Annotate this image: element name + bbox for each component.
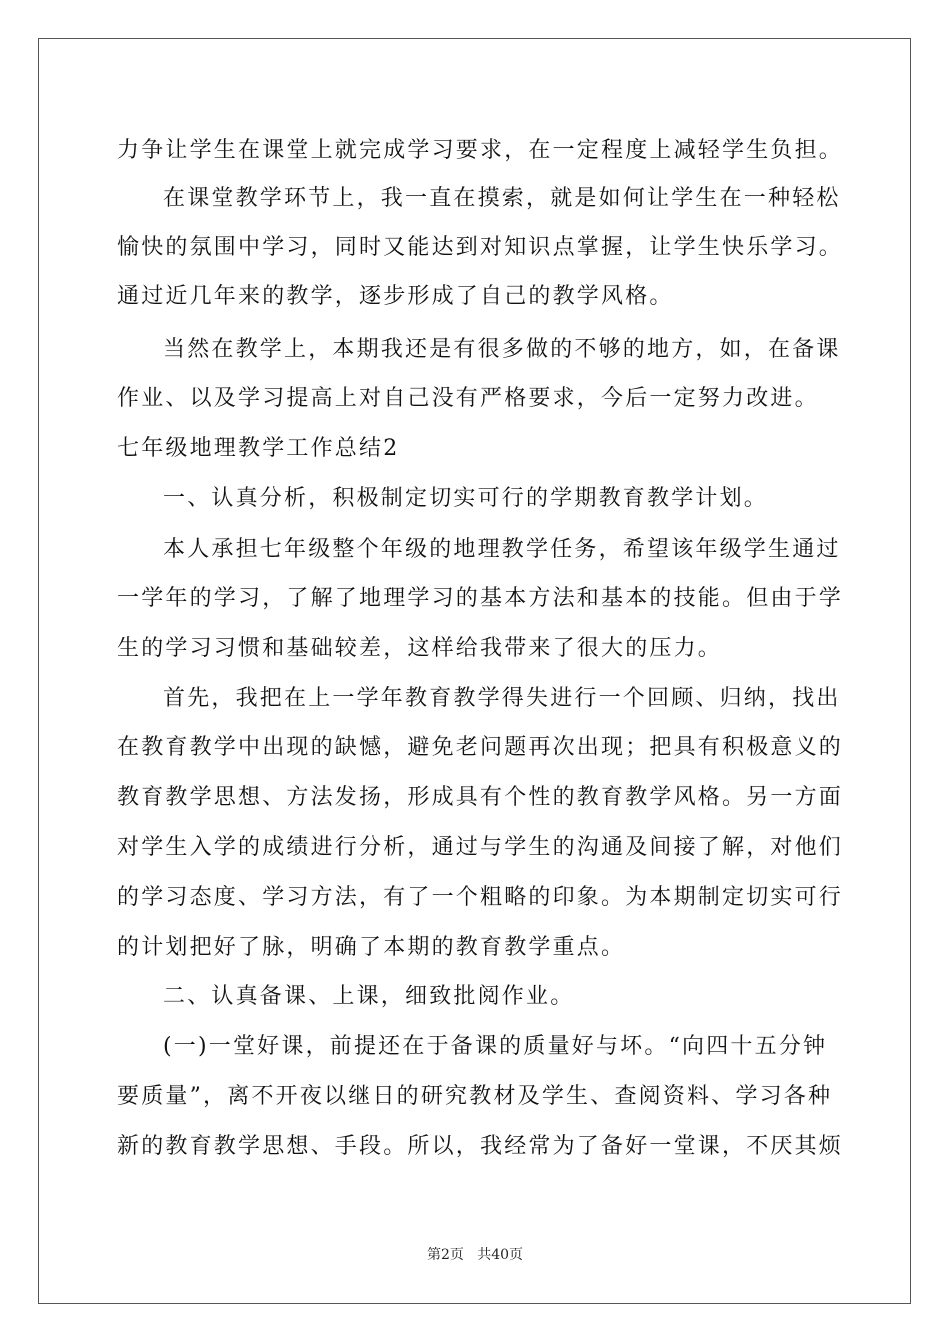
body-text-line: 新的教育教学思想、手段。所以，我经常为了备好一堂课，不厌其烦 [117,1134,844,1159]
page-border [38,38,911,1304]
body-text-line: 通过近几年来的教学，逐步形成了自己的教学风格。 [117,284,674,309]
body-text-line: 力争让学生在课堂上就完成学习要求，在一定程度上减轻学生负担。 [117,138,844,163]
body-text-line: 的计划把好了脉，明确了本期的教育教学重点。 [117,935,626,960]
section-subheading: 一、认真分析，积极制定切实可行的学期教育教学计划。 [163,486,769,511]
body-text-line: 本人承担七年级整个年级的地理教学任务，希望该年级学生通过 [163,537,841,562]
body-text-line: 一学年的学习，了解了地理学习的基本方法和基本的技能。但由于学 [117,586,844,611]
body-text-line: 在课堂教学环节上，我一直在摸索，就是如何让学生在一种轻松 [163,186,841,211]
body-text-line: 当然在教学上，本期我还是有很多做的不够的地方，如，在备课 [163,337,841,362]
section-subheading: 二、认真备课、上课，细致批阅作业。 [163,984,575,1009]
body-text-line: 的学习态度、学习方法，有了一个粗略的印象。为本期制定切实可行 [117,885,844,910]
body-text-line: 对学生入学的成绩进行分析，通过与学生的沟通及间接了解，对他们 [117,835,844,860]
body-text-line: 愉快的氛围中学习，同时又能达到对知识点掌握，让学生快乐学习。 [117,235,844,260]
body-text-line: 作业、以及学习提高上对自己没有严格要求，今后一定努力改进。 [117,386,819,411]
body-text-line: 在教育教学中出现的缺憾，避免老问题再次出现；把具有积极意义的 [117,735,844,760]
section-heading: 七年级地理教学工作总结2 [117,436,400,461]
page-number-footer: 第2页 共40页 [426,1247,524,1263]
body-text-line: 教育教学思想、方法发扬，形成具有个性的教育教学风格。另一方面 [117,785,844,810]
body-text-line: 生的学习习惯和基础较差，这样给我带来了很大的压力。 [117,636,723,661]
body-text-line: 首先，我把在上一学年教育教学得失进行一个回顾、归纳，找出 [163,686,841,711]
body-text-line: (一)一堂好课，前提还在于备课的质量好与坏。“向四十五分钟 [163,1034,828,1059]
body-text-line: 要质量”，离不开夜以继日的研究教材及学生、查阅资料、学习各种 [117,1084,833,1109]
